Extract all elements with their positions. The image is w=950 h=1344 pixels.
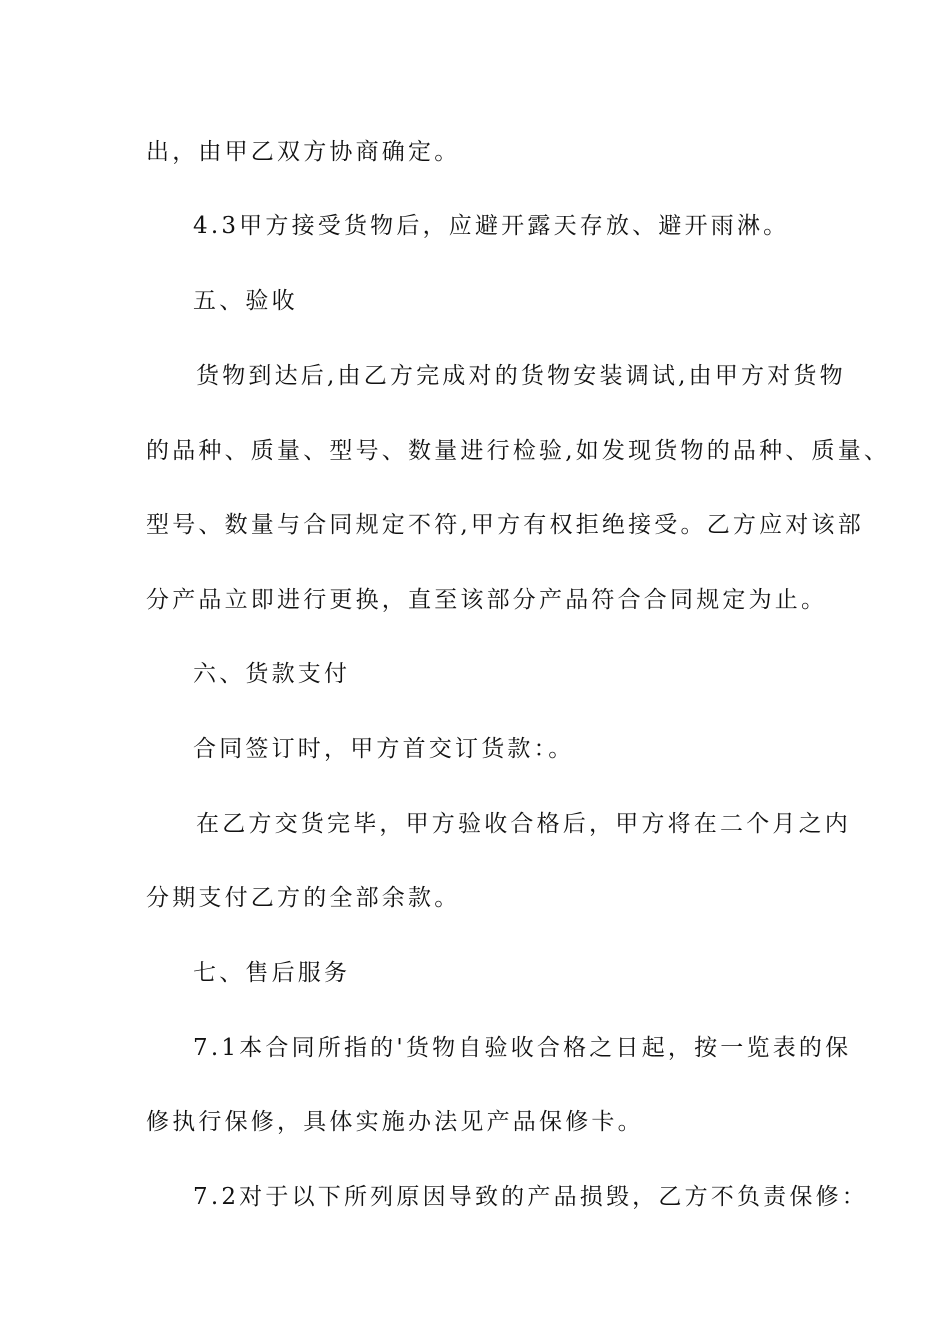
paragraph-line: 在乙方交货完毕，甲方验收合格后，甲方将在二个月之内 xyxy=(196,811,851,837)
paragraph-line: 分产品立即进行更换，直至该部分产品符合合同规定为止。 xyxy=(146,587,828,613)
clause-4-3: 4.3甲方接受货物后，应避开露天存放、避开雨淋。 xyxy=(193,213,790,239)
section-heading-after-sales: 七、售后服务 xyxy=(193,960,351,986)
section-heading-acceptance: 五、验收 xyxy=(193,288,298,314)
section-heading-payment: 六、货款支付 xyxy=(193,661,351,687)
paragraph-line: 修执行保修，具体实施办法见产品保修卡。 xyxy=(146,1109,644,1135)
paragraph-line: 合同签订时，甲方首交订货款：。 xyxy=(193,736,575,762)
paragraph-line: 出，由甲乙双方协商确定。 xyxy=(146,139,461,165)
clause-7-2: 7.2对于以下所列原因导致的产品损毁，乙方不负责保修： xyxy=(193,1184,868,1210)
paragraph-line: 型号、数量与合同规定不符,甲方有权拒绝接受。乙方应对该部 xyxy=(146,512,864,538)
paragraph-line: 的品种、质量、型号、数量进行检验,如发现货物的品种、质量、 xyxy=(146,438,891,464)
clause-7-1: 7.1本合同所指的'货物自验收合格之日起，按一览表的保 xyxy=(193,1035,852,1061)
paragraph-line: 货物到达后,由乙方完成对的货物安装调试,由甲方对货物 xyxy=(196,363,846,389)
paragraph-line: 分期支付乙方的全部余款。 xyxy=(146,885,461,911)
